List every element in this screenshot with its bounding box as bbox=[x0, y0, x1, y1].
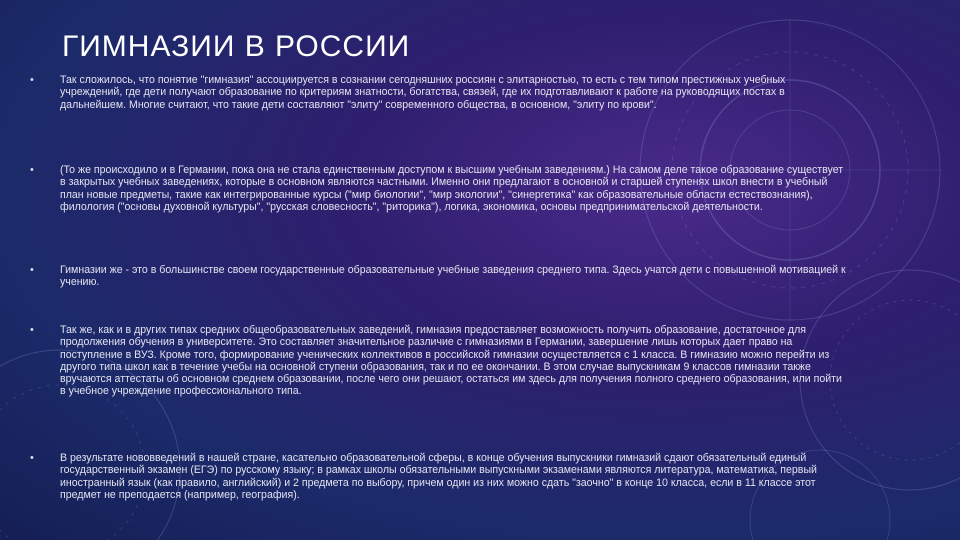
bullet-marker: • bbox=[30, 74, 34, 86]
bullet-text: Гимназии же - это в большинстве своем государственные образовательные учебные заведения среднего типа. Здесь учатся дети с повышенной мотивацией к учению. bbox=[60, 264, 846, 289]
bullet-text: Так же, как и в других типах средних общеобразовательных заведений, гимназия предоставляет возможность получить образование, достаточное для продолжения обучения в университете. Это составляет значительное различие с гимназиями в Германии, завершение лишь которых дает право на поступление в ВУЗ. Кроме того, формирование ученических коллективов в российской гимназии осуществляется с 1 класса. В гимназию можно перейти из другого типа школ как в течение учебы на основной ступени образования, так и по ее окончании. В этом случае выпускникам 9 классов гимназии также вручаются аттестаты об основном среднем образовании, после чего они решают, остаться им здесь для получения полного среднего образования, или пойти в учебное учреждение профессионального типа. bbox=[60, 324, 842, 398]
bullet-marker: • bbox=[30, 452, 34, 464]
bullet-marker: • bbox=[30, 324, 34, 336]
bullet-text: (То же происходило и в Германии, пока она не стала единственным доступом к высшим учебным заведениям.) На самом деле такое образование существует в закрытых учебных заведениях, которые в основном являются частными. Именно они предлагают в основной и старшей ступенях школ внести в учебный план новые предметы, такие как интегрированные курсы ("мир биологии", "мир экологии", "синергетика" как образовательные области естествознания), филология ("основы духовной культуры", "русская словесность", "риторика"), логика, экономика, основы предпринимательской деятельности. bbox=[60, 164, 844, 213]
slide-title: ГИМНАЗИИ В РОССИИ bbox=[62, 30, 411, 63]
bullet-marker: • bbox=[30, 264, 34, 276]
bullet-text: Так сложилось, что понятие "гимназия" ассоциируется в сознании сегодняшних россиян с элитарностью, то есть с тем типом престижных учебных учреждений, где дети получают образование по критериям знатности, богатства, связей, где их подготавливают к работе на руководящих постах в дальнейшем. Многие считают, что такие дети составляют "элиту" современного общества, в основном, "элиту по крови". bbox=[60, 74, 786, 111]
bullet-text: В результате нововведений в нашей стране, касательно образовательной сферы, в конце обучения выпускники гимназий сдают обязательный единый государственный экзамен (ЕГЭ) по русскому языку; в рамках школы обязательными выпускными экзаменами являются литература, математика, первый иностранный язык (как правило, английский) и 2 предмета по выбору, причем один из них можно сдать "заочно" в конце 10 класса, если в 11 классе этот предмет не преподается (например, география). bbox=[60, 452, 817, 501]
bullet-marker: • bbox=[30, 164, 34, 176]
